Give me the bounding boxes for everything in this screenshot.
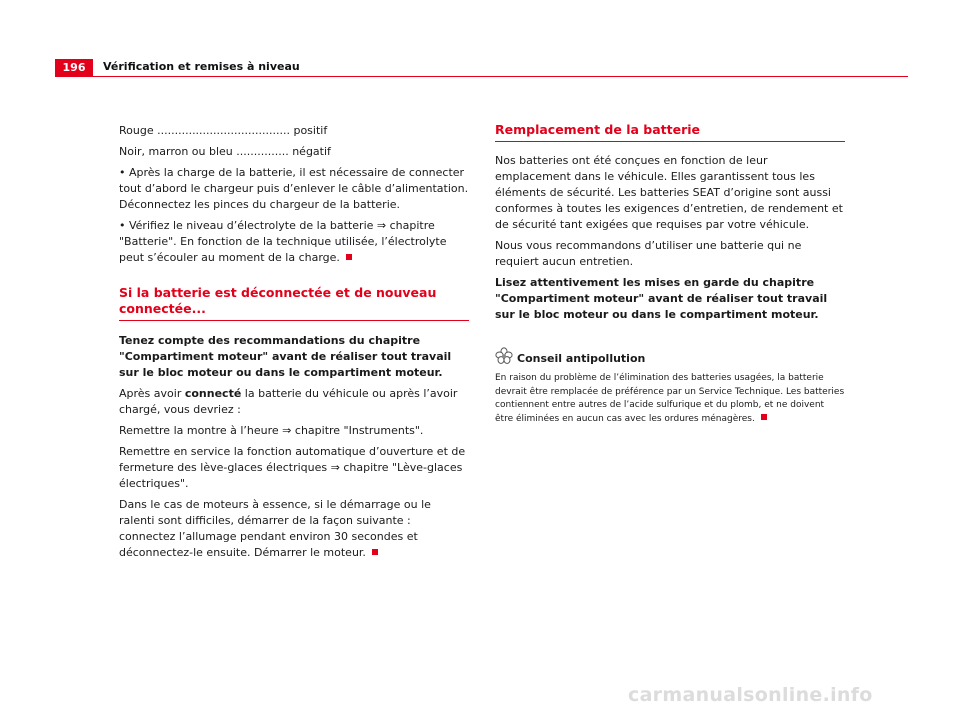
end-of-section-mark (346, 254, 352, 260)
flower-eco-icon (495, 347, 517, 370)
section-heading-replacement: Remplacement de la batterie (495, 122, 845, 142)
polarity-red-line: Rouge ...................................... positif (119, 124, 328, 137)
end-of-section-mark (761, 414, 767, 420)
eco-tip-text (495, 372, 845, 426)
para-after-connect (119, 386, 469, 418)
para-maintenance-free: Nous vous recommandons d’utiliser une batterie qui ne requiert aucun entretien. (495, 239, 802, 268)
header-divider (55, 76, 908, 77)
bullet-electrolyte-text: • Vérifiez le niveau d’électrolyte de la batterie ⇒ chapitre "Batterie". En fonction de la technique utilisée, l’électrolyte peut s’écouler au moment de la charge. (119, 219, 447, 264)
eco-tip-block (495, 347, 845, 426)
eco-tip-title (495, 347, 845, 370)
section-heading-reconnect: Si la batterie est déconnectée et de nouveau connectée... (119, 285, 469, 321)
para-battery-design: Nos batteries ont été conçues en fonction de leur emplacement dans le véhicule. Elles garantissent tous les éléments de sécurité. Les batteries SEAT d’origine sont aussi conformes à toutes les exigences d’entretien, de rendement et de sécurité tant exigées que requises par votre véhicule. (495, 154, 843, 231)
para-set-clock: Remettre la montre à l’heure ⇒ chapitre "Instruments". (119, 424, 424, 437)
page-number: 196 (55, 59, 93, 76)
right-column (495, 122, 845, 431)
para-after-rest: la batterie du véhicule ou après l’avoir chargé, vous devriez : (119, 387, 458, 416)
warning-engine-compartment-right: Lisez attentivement les mises en garde du chapitre "Compartiment moteur" avant de réaliser tout travail sur le bloc moteur ou dans le compartiment moteur. (495, 276, 828, 321)
eco-tip-body: En raison du problème de l’élimination des batteries usagées, la batterie devrait être remplacée de préférence par un Service Technique. Les batteries contiennent entre autres de l’acide sulfurique et du plomb, et ne doivent être éliminées en aucun cas avec les ordures ménagères. (495, 373, 845, 424)
watermark: carmanualsonline.info (628, 684, 873, 706)
bullet-charge-disconnect: • Après la charge de la batterie, il est nécessaire de connecter tout d’abord le chargeur puis d’enlever le câble d’alimentation. Déconnectez les pinces du chargeur de la batterie. (119, 166, 469, 211)
bullet-electrolyte (119, 218, 469, 266)
para-petrol-engine-text: Dans le cas de moteurs à essence, si le démarrage ou le ralenti sont difficiles, démarrer de la façon suivante : connectez l’allumage pendant environ 30 secondes et déconnectez-le ensuite. Démarrer le moteur. (119, 498, 431, 559)
para-power-windows: Remettre en service la fonction automatique d’ouverture et de fermeture des lève-glaces électriques ⇒ chapitre "Lève-glaces électriques". (119, 445, 466, 490)
para-after-prefix: Après avoir (119, 387, 182, 400)
para-petrol-engine (119, 497, 469, 561)
eco-tip-title-text: Conseil antipollution (517, 351, 646, 365)
end-of-section-mark (372, 549, 378, 555)
warning-engine-compartment: Tenez compte des recommandations du chapitre "Compartiment moteur" avant de réaliser tout travail sur le bloc moteur ou dans le compartiment moteur. (119, 334, 452, 379)
para-after-bold-word: connecté (184, 387, 242, 400)
left-column (119, 123, 469, 566)
polarity-black-line: Noir, marron ou bleu ............... négatif (119, 145, 331, 158)
header-title: Vérification et remises à niveau (103, 60, 300, 73)
page-header (55, 0, 908, 78)
